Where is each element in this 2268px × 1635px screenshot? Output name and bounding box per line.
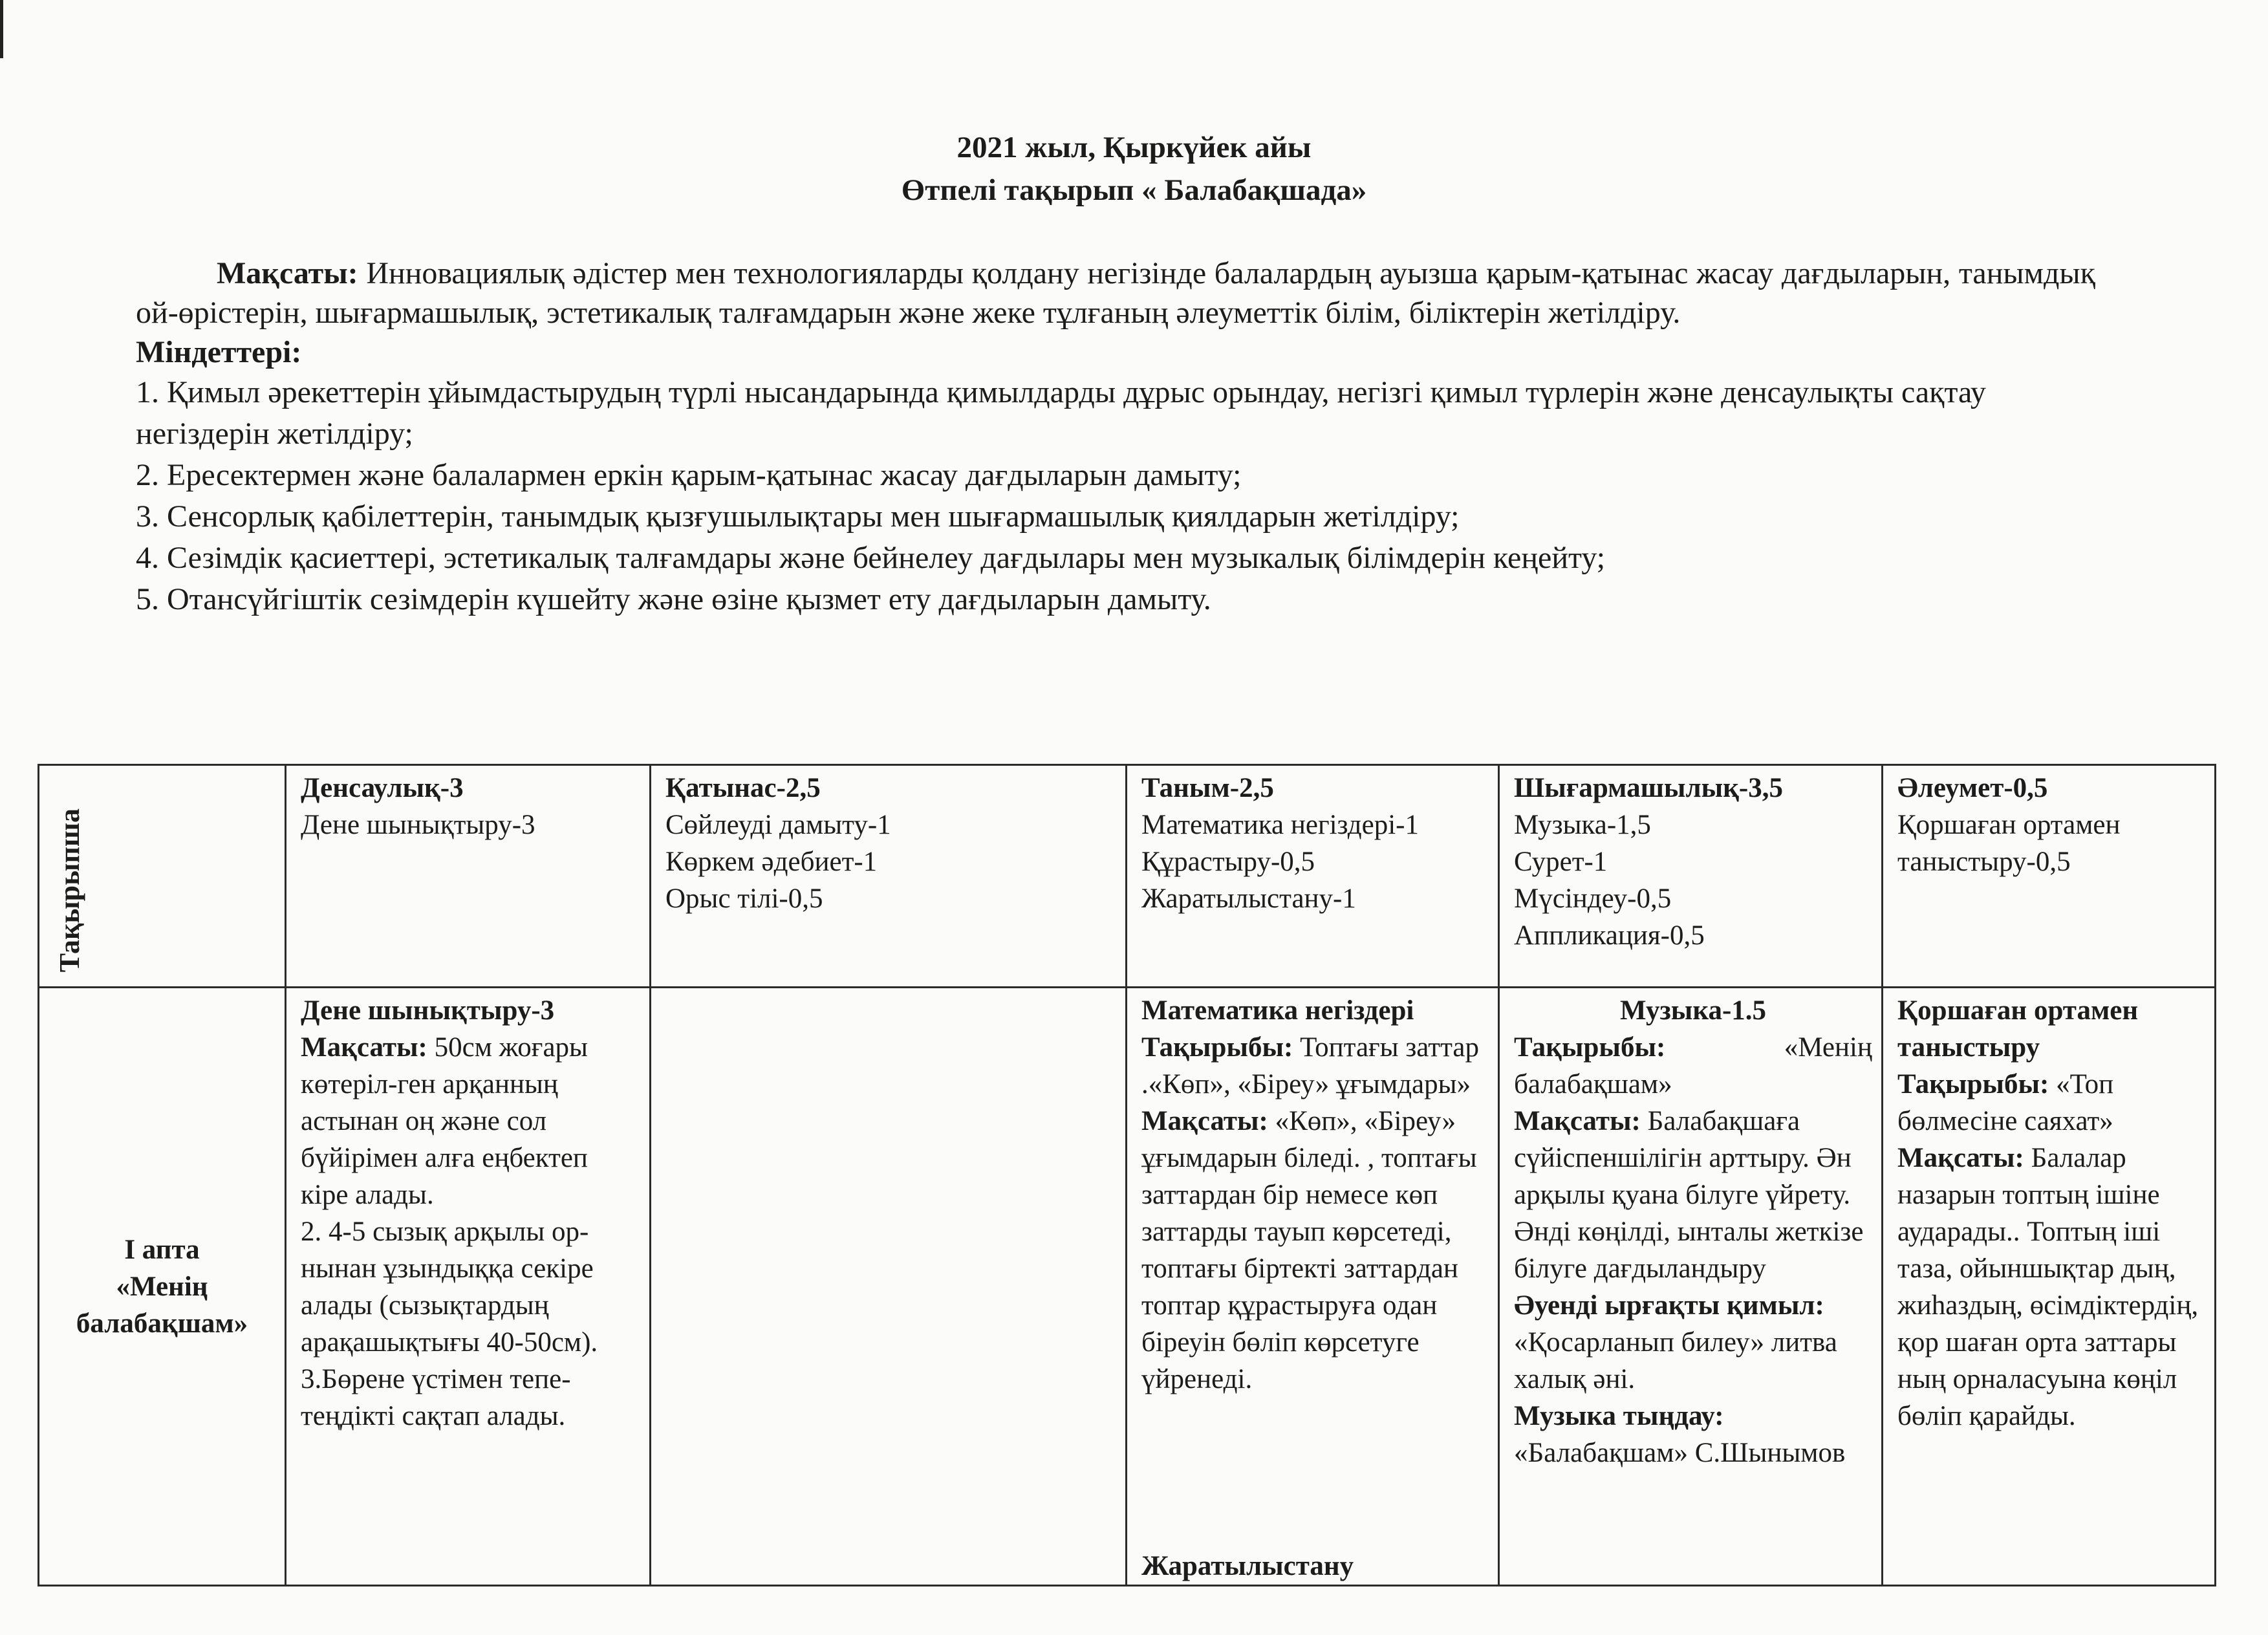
task-item: 1. Қимыл әрекеттерін ұйымдастырудың түрлі нысандарында қимылдарды дұрыс орындау, негізгі қимыл түрлерін және денсаулықты сақтау негіздерін жетілдіру; [136, 375, 1986, 451]
category-item: Аппликация-0,5 [1514, 920, 1705, 951]
lesson-title: Қоршаған ортамен таныстыру [1897, 995, 2139, 1063]
cognition-cell [1127, 988, 1499, 1586]
goal-label: Мақсаты: [301, 1032, 427, 1063]
lesson-topic [1897, 1066, 2205, 1140]
lesson-goal [1897, 1140, 2205, 1435]
goal-label: Мақсаты: [1141, 1106, 1268, 1136]
topic-label: Тақырыбы: [1141, 1032, 1293, 1063]
topic-label: Тақырыбы: [1897, 1069, 2049, 1099]
goal-label: Мақсаты: [217, 256, 358, 290]
week-cell [39, 988, 286, 1586]
tasks-heading: Міндеттері: [136, 335, 302, 369]
lesson-goal [1514, 1103, 1872, 1287]
category-item: Сурет-1 [1514, 847, 1608, 877]
table-header-row [39, 765, 2216, 988]
lesson-item: 3.Бөрене үстімен тепе-теңдікті сақтап алады. [301, 1364, 571, 1431]
rhythm-label: Әуенді ырғақты қимыл: [1514, 1290, 1824, 1321]
week-theme: «Менің балабақшам» [76, 1271, 248, 1339]
category-item: Сөйлеуді дамыту-1 [665, 810, 891, 840]
topic-text: «Менің балабақшам» [1514, 1032, 1872, 1099]
category-item: Жаратылыстану-1 [1141, 883, 1356, 914]
task-item: 2. Ересектермен және балалармен еркін қарым-қатынас жасау дағдыларын дамыту; [136, 458, 1242, 492]
lesson-title: Дене шынықтыру-3 [301, 995, 555, 1026]
lesson-title: Музыка-1.5 [1619, 995, 1767, 1026]
goal-paragraph [136, 254, 2095, 332]
lesson-title: Математика негіздері [1141, 995, 1414, 1026]
listen-label: Музыка тыңдау: [1514, 1401, 1724, 1431]
header-theme: Өтпелі тақырып « Балабақшада» [901, 173, 1367, 207]
topic-label: Тақырыбы: [1514, 1032, 1666, 1063]
week-number: І апта [124, 1234, 200, 1265]
goal-text: «Көп», «Біреу» ұғымдарын біледі. , топтағы заттардан бір немесе көп заттарды тауып көрсетеді, топтағы біртекті заттардан топтар құрастыруға одан біреуін бөліп көрсетуге үйренеді. [1141, 1106, 1477, 1394]
category-title: Әлеумет-0,5 [1897, 773, 2048, 803]
social-cell [1883, 988, 2216, 1586]
goal-text: Балабақшаға сүйіспеншілігін арттыру. Ән арқылы қуана білуге үйрету. Әнді көңілді, ынталы жеткізе білуге дағдыландыру [1514, 1106, 1864, 1284]
side-header-label: Тақырыпша [54, 808, 85, 972]
task-item: 3. Сенсорлық қабілеттерін, танымдық қызғушылықтары мен шығармашылық қиялдарын жетілдіру; [136, 499, 1460, 534]
lesson-goal [1141, 1103, 1489, 1398]
category-title: Денсаулық-3 [301, 773, 464, 803]
scan-edge-mark [0, 0, 3, 58]
category-item: Көркем әдебиет-1 [665, 847, 878, 877]
category-title: Қатынас-2,5 [665, 773, 821, 803]
goal-text: 50см жоғары көтеріл-ген арқанның астынан оң және сол бүйірімен алға еңбектеп кіре алады. [301, 1032, 588, 1210]
cognition-cell-content [1141, 992, 1489, 1585]
lesson-topic [1514, 1029, 1872, 1103]
category-cell-cognition [1127, 765, 1499, 988]
goal-text: Инновациялық әдістер мен технологияларды қолдану негізінде балалардың ауызша қарым-қатынас жасау дағдыларын, танымдық ой-өрістерін, шығармашылық, эстетикалық талғамдарын және жеке тұлғаның әлеуметтік білім, біліктерін жетілдіру. [136, 256, 2096, 330]
topic-text: «Топ бөлмесіне саяхат» [1897, 1069, 2114, 1136]
task-item: 5. Отансүйгіштік сезімдерін күшейту және өзіне қызмет ету дағдыларын дамыту. [136, 582, 1211, 616]
rhythm-text: «Қосарланып билеу» литва халық әні. [1514, 1327, 1837, 1394]
category-cell-social [1883, 765, 2216, 988]
category-item: Музыка-1,5 [1514, 810, 1651, 840]
category-item: Құрастыру-0,5 [1141, 847, 1315, 877]
goal-text: Балалар назарын топтың ішіне аударады.. Топтың іші таза, ойыншықтар дың, жиһаздың, өсімдіктердің, қор шаған орта заттары ның орналасуына көңіл бөліп қарайды. [1897, 1143, 2199, 1431]
side-header-cell [39, 765, 286, 988]
next-lesson-title: Жаратылыстану [1141, 1551, 1354, 1581]
goal-label: Мақсаты: [1897, 1143, 2024, 1173]
category-cell-creativity [1499, 765, 1883, 988]
category-title: Таным-2,5 [1141, 773, 1274, 803]
page-header [0, 126, 2268, 211]
week-row [39, 988, 2216, 1586]
listen-text: «Балабақшам» С.Шынымов [1514, 1438, 1846, 1468]
category-item: Қоршаған ортамен таныстыру-0,5 [1897, 810, 2121, 877]
topic-text: Топтағы заттар .«Көп», «Біреу» ұғымдары» [1141, 1032, 1479, 1099]
category-title: Шығармашылық-3,5 [1514, 773, 1783, 803]
header-date: 2021 жыл, Қыркүйек айы [956, 131, 1312, 164]
category-item: Математика негіздері-1 [1141, 810, 1419, 840]
intro-section [136, 254, 2095, 620]
plan-table [38, 764, 2216, 1586]
health-cell [286, 988, 651, 1586]
goal-label: Мақсаты: [1514, 1106, 1641, 1136]
category-cell-health [286, 765, 651, 988]
lesson-item: 2. 4-5 сызық арқылы ор- нынан ұзындыққа секіре алады (сызықтардың арақашықтығы 40-50см). [301, 1217, 598, 1358]
creativity-cell [1499, 988, 1883, 1586]
category-item: Дене шынықтыру-3 [301, 810, 535, 840]
lesson-topic [1141, 1029, 1489, 1103]
communication-cell [651, 988, 1127, 1586]
category-item: Мүсіндеу-0,5 [1514, 883, 1672, 914]
category-item: Орыс тілі-0,5 [665, 883, 823, 914]
category-cell-communication [651, 765, 1127, 988]
lesson-goal [301, 1029, 640, 1213]
task-item: 4. Сезімдік қасиеттері, эстетикалық талғамдары және бейнелеу дағдылары мен музыкалық білімдерін кеңейту; [136, 541, 1606, 575]
